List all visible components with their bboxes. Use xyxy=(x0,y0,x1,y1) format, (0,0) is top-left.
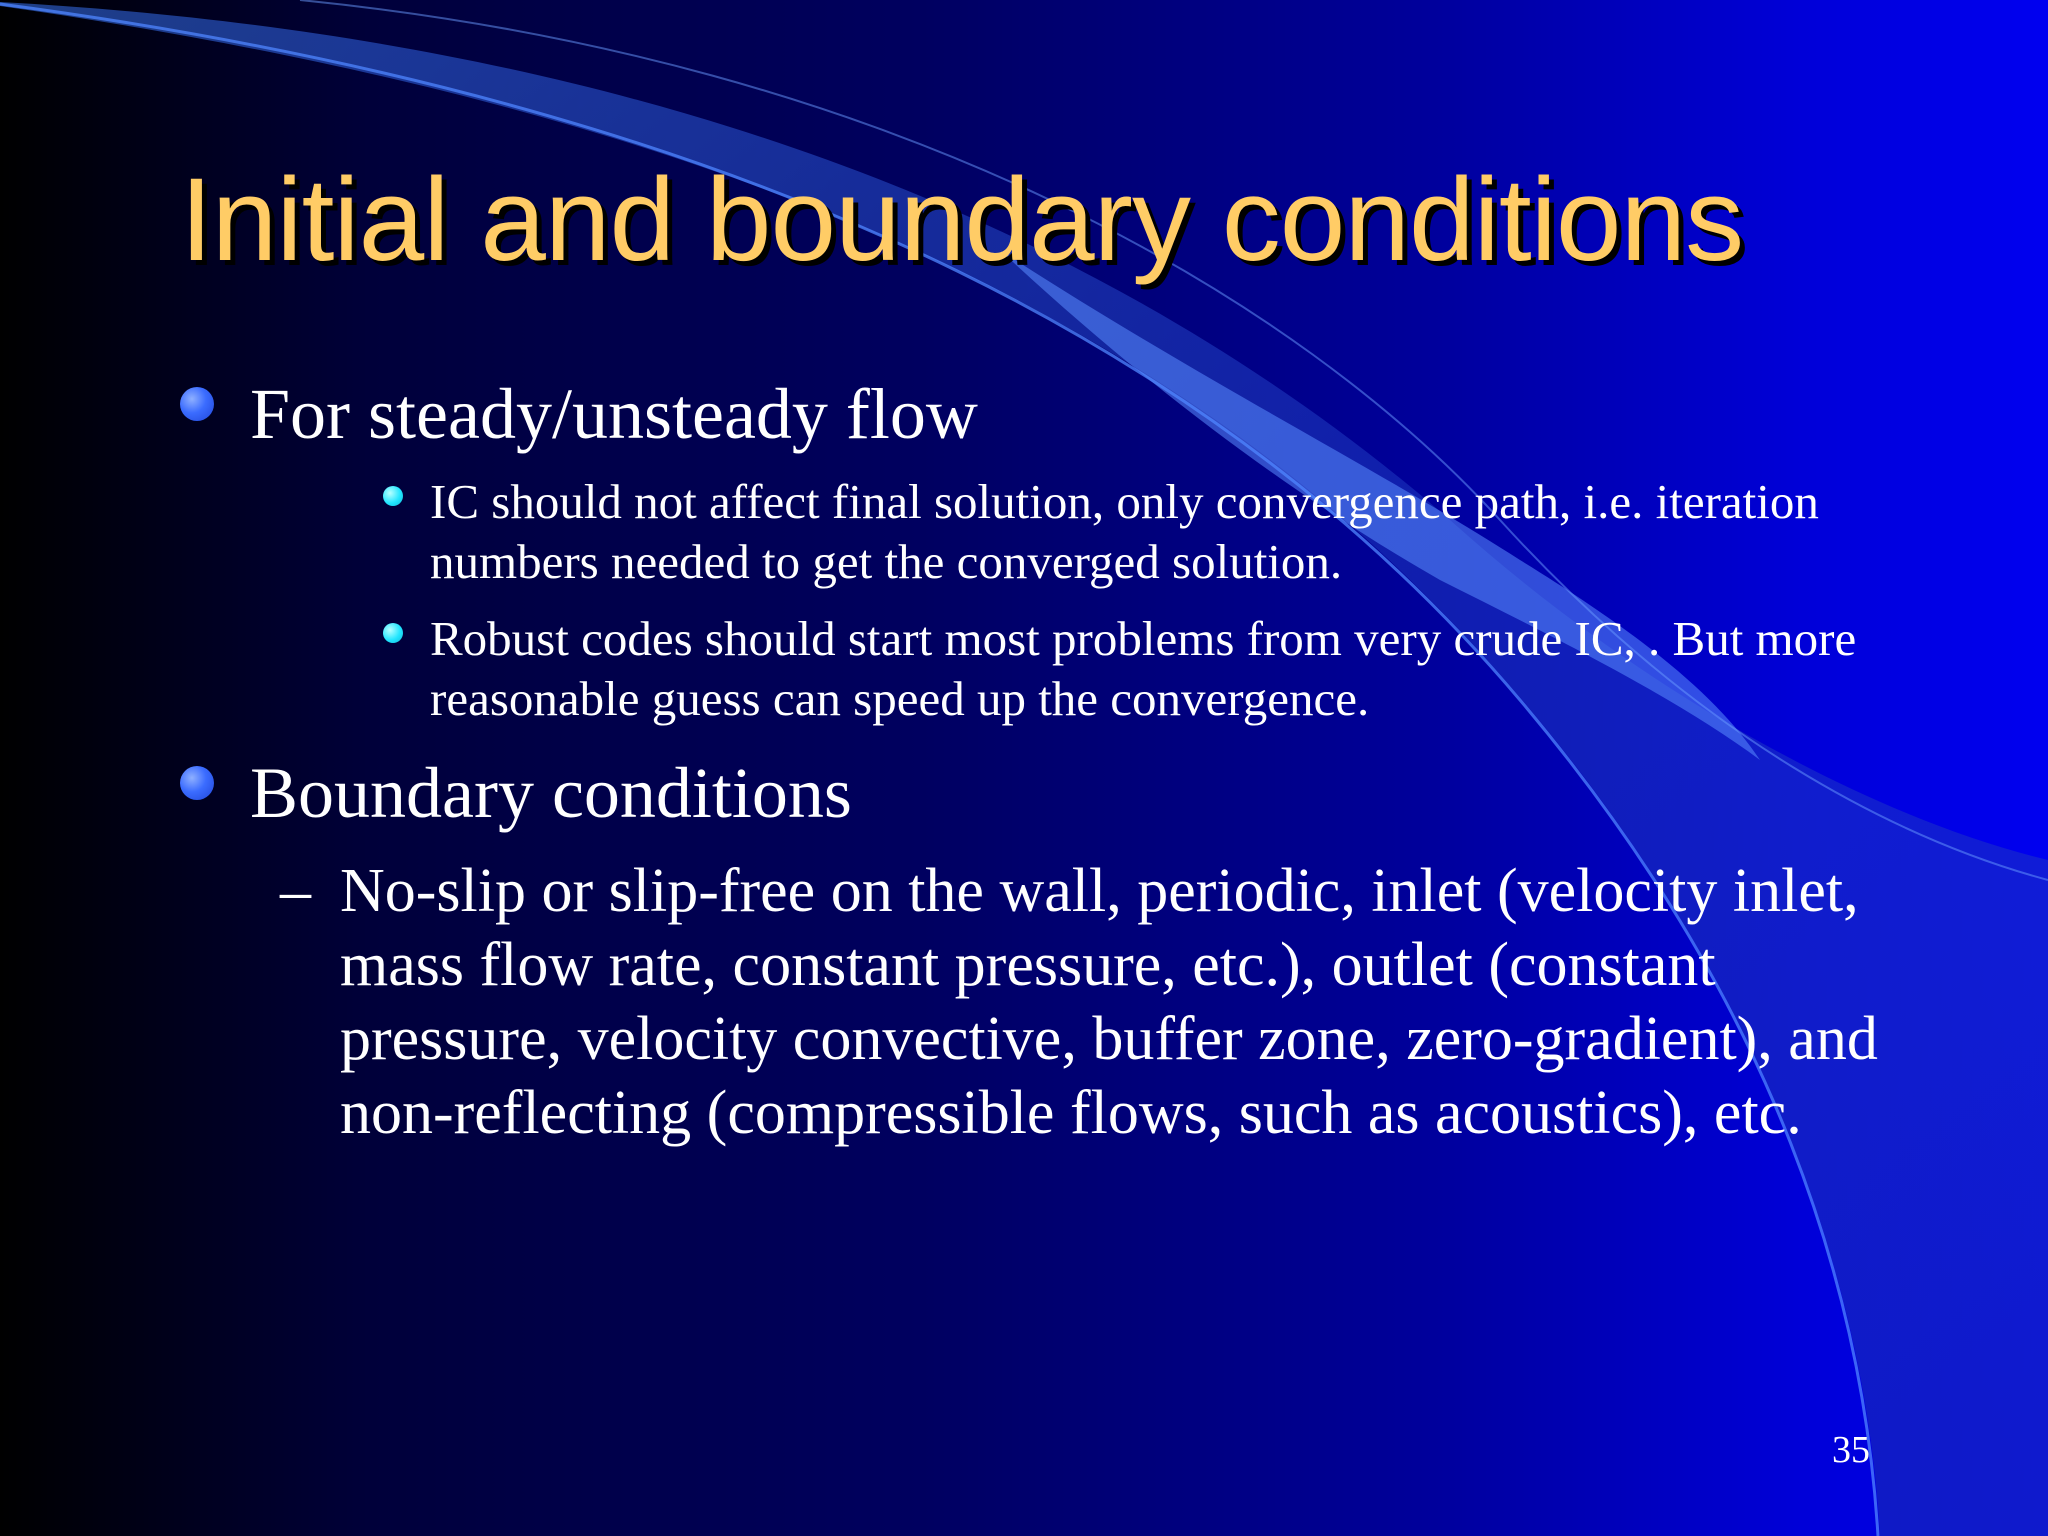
sub-item-boundary-types: No-slip or slip-free on the wall, periodic, inlet (velocity inlet, mass flow rate, constant pressure, etc.), outlet (constant pressure, velocity convective, buffer zone, zero-gradient), and non-reflecting (compressible flows, such as acoustics), etc. xyxy=(340,857,1878,1147)
sub-bullet-robust-codes: Robust codes should start most problems from very crude IC, . But more reasonable guess can speed up the convergence. xyxy=(430,611,1857,726)
sub-bullet-ic-convergence: IC should not affect final solution, only convergence path, i.e. iteration numbers needed to get the converged solution. xyxy=(430,474,1819,589)
bullet-level1-boundary-conditions: Boundary conditions xyxy=(250,753,852,833)
sub-bullet-dot-icon xyxy=(383,486,403,506)
bullet-dot-icon xyxy=(180,387,214,421)
bullet-level1-steady-unsteady: For steady/unsteady flow xyxy=(250,374,978,454)
sub-bullet-dot-icon xyxy=(383,623,403,643)
dash-marker: – xyxy=(280,857,311,925)
slide-title: Initial and boundary conditions xyxy=(180,154,1744,286)
bullet-dot-icon xyxy=(180,766,214,800)
page-number: 35 xyxy=(1832,1429,1870,1471)
